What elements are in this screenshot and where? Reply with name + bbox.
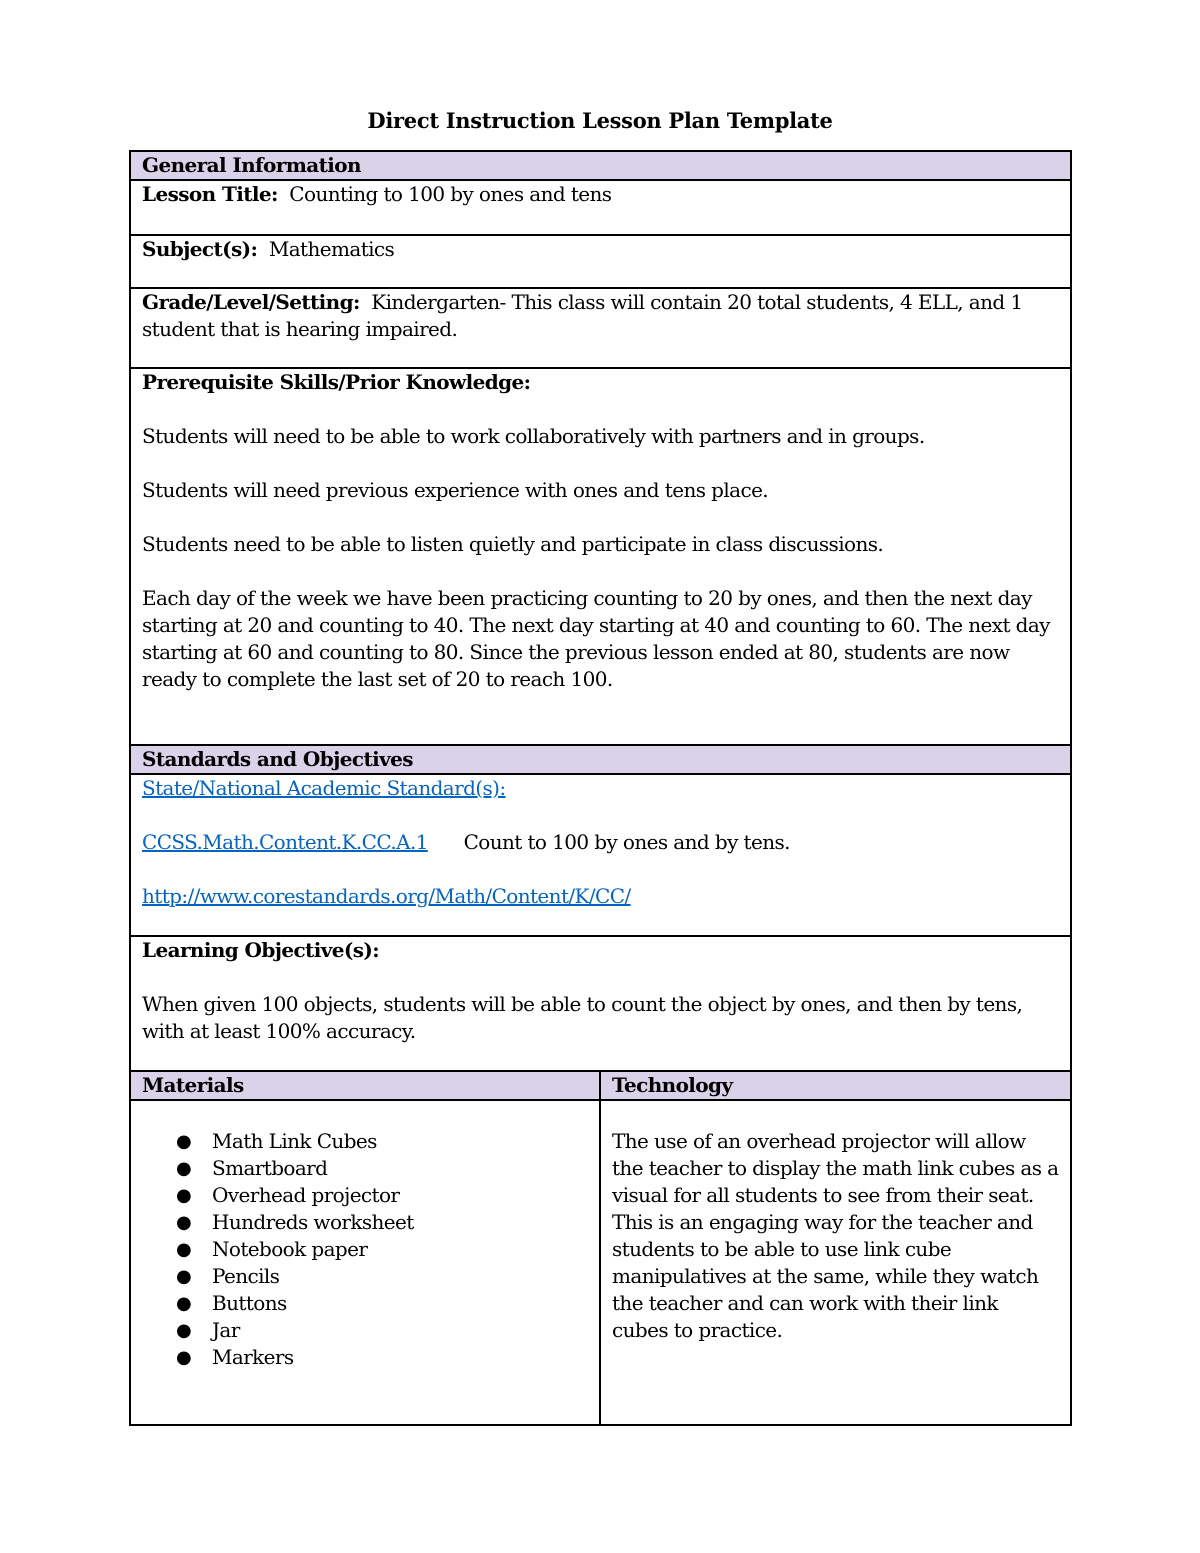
grade-row [130,288,1071,368]
standards-cell [130,774,1071,936]
list-item: ● Jar [176,1318,240,1342]
prerequisite-paragraph: Students need to be able to listen quietly and participate in class discussions. [142,532,884,556]
bullet-icon: ● [176,1212,192,1233]
list-item: ● Pencils [176,1264,280,1288]
technology-text: The use of an overhead projector will allow the teacher to display the math link cubes as a visual for all students to see from their seat. This is an engaging way for the teacher and students to be able to use link cube manipulatives at the same, while they watch the teacher and can work with their link cubes to practice. [612,1129,1059,1342]
list-item: ● Hundreds worksheet [176,1210,414,1234]
list-item: ● Buttons [176,1291,287,1315]
list-item: ● Overhead projector [176,1183,400,1207]
materials-technology-header-row [130,1071,1071,1100]
bullet-icon: ● [176,1158,192,1179]
standard-url-link[interactable]: http://www.corestandards.org/Math/Content/K/CC/ [142,884,631,908]
grade-label: Grade/Level/Setting: [142,290,360,314]
lesson-plan-table [129,150,1072,1426]
grade-value: Kindergarten- This class will contain 20 total students, 4 ELL, and 1 student that is hearing impaired. [142,290,1023,341]
subjects-cell [130,235,1071,288]
standard-code-link[interactable]: CCSS.Math.Content.K.CC.A.1 [142,830,428,854]
standards-objectives-header: Standards and Objectives [130,745,1071,774]
technology-header: Technology [600,1071,1071,1100]
objective-row [130,936,1071,1071]
general-information-header: General Information [130,151,1071,180]
subjects-label: Subject(s): [142,237,258,261]
general-information-header-row [130,151,1071,180]
materials-technology-row [130,1100,1071,1425]
lesson-title-cell [130,180,1071,235]
standard-label-link[interactable]: State/National Academic Standard(s): [142,776,506,800]
bullet-icon: ● [176,1347,192,1368]
prerequisite-paragraph: Each day of the week we have been practicing counting to 20 by ones, and then the next day starting at 20 and counting to 40. The next day starting at 40 and counting to 60. The next day starting at 60 and counting to 80. Since the previous lesson ended at 80, students are now ready to complete the last set of 20 to reach 100. [142,586,1050,691]
prerequisite-paragraph: Students will need previous experience with ones and tens place. [142,478,769,502]
lesson-title-label: Lesson Title: [142,182,278,206]
standard-description: Count to 100 by ones and by tens. [463,830,790,854]
materials-header: Materials [130,1071,600,1100]
bullet-icon: ● [176,1266,192,1287]
prerequisite-cell [130,368,1071,745]
objective-text: When given 100 objects, students will be able to count the object by ones, and then by tens, with at least 100% accuracy. [142,992,1023,1043]
standards-header-row [130,745,1071,774]
prerequisite-paragraph: Students will need to be able to work collaboratively with partners and in groups. [142,424,925,448]
lesson-title-row [130,180,1071,235]
objective-label: Learning Objective(s): [142,938,380,962]
prerequisite-label: Prerequisite Skills/Prior Knowledge: [142,370,531,394]
document-title: Direct Instruction Lesson Plan Template [367,108,833,133]
list-item: ● Math Link Cubes [176,1129,377,1153]
list-item: ● Notebook paper [176,1237,368,1261]
bullet-icon: ● [176,1320,192,1341]
materials-cell [130,1100,600,1425]
objective-cell [130,936,1071,1071]
bullet-icon: ● [176,1239,192,1260]
bullet-icon: ● [176,1131,192,1152]
list-item: ● Smartboard [176,1156,328,1180]
standards-row [130,774,1071,936]
subjects-value: Mathematics [268,237,395,261]
grade-cell [130,288,1071,368]
materials-list [142,1128,588,1371]
bullet-icon: ● [176,1293,192,1314]
list-item: ● Markers [176,1345,294,1369]
prerequisite-row [130,368,1071,745]
technology-cell [600,1100,1071,1425]
subjects-row [130,235,1071,288]
bullet-icon: ● [176,1185,192,1206]
lesson-title-value: Counting to 100 by ones and tens [289,182,612,206]
